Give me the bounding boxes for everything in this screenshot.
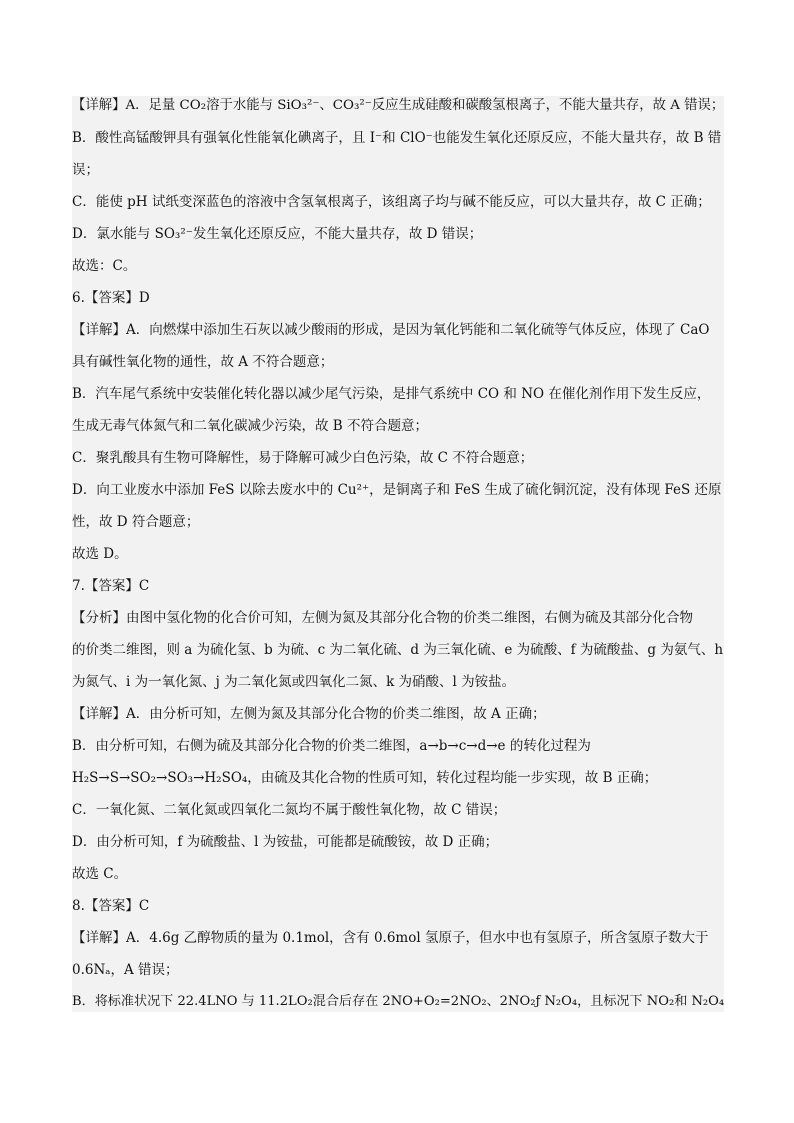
text-line: 故选：C。 [72,258,137,274]
text-line: 误； [72,162,99,178]
text-line: H₂S→S→SO₂→SO₃→H₂SO₄，由硫及其化合物的性质可知，转化过程均能一步实现，故 B 正确； [72,770,658,786]
text-line: 【详解】A．4.6g 乙醇物质的量为 0.1mol，含有 0.6mol 氢原子，但水中也有氢原子，所含氢原子数大于 [72,930,709,946]
text-line: B．酸性高锰酸钾具有强氧化性能氧化碘离子，且 I⁻和 ClO⁻也能发生氧化还原反应，不能大量共存，故 B 错 [72,130,722,146]
question-answer-heading: 7.【答案】C [72,578,150,594]
text-line: 生成无毒气体氮气和二氧化碳减少污染，故 B 不符合题意； [72,418,429,434]
text-line: 【详解】A．由分析可知，左侧为氮及其部分化合物的价类二维图，故 A 正确； [72,706,546,722]
text-line: B．由分析可知，右侧为硫及其部分化合物的价类二维图，a→b→c→d→e 的转化过程为 [72,738,591,754]
text-line: 【详解】A．向燃煤中添加生石灰以减少酸雨的形成，是因为氧化钙能和二氧化硫等气体反应，体现了 CaO [72,322,710,338]
text-line: 为氮气、i 为一氧化氮、j 为二氧化氮或四氧化二氮、k 为硝酸、l 为铵盐。 [72,674,516,690]
text-line: D．氯水能与 SO₃²⁻发生氧化还原反应，不能大量共存，故 D 错误； [72,226,483,242]
question-answer-heading: 8.【答案】C [72,898,150,914]
text-line: 故选 D。 [72,546,128,562]
text-line: B．将标准状况下 22.4LNO 与 11.2LO₂混合后存在 2NO+O₂=2NO₂、2NO₂ƒ N₂O₄，且标况下 NO₂和 N₂O₄ [72,994,725,1009]
question-answer-heading: 6.【答案】D [72,290,150,306]
text-line: 【详解】A．足量 CO₂溶于水能与 SiO₃²⁻、CO₃²⁻反应生成硅酸和碳酸氢根离子，不能大量共存，故 A 错误； [72,98,725,113]
text-line: B．汽车尾气系统中安装催化转化器以减少尾气污染，是排气系统中 CO 和 NO 在催化剂作用下发生反应， [72,386,711,402]
text-line: D．向工业废水中添加 FeS 以除去废水中的 Cu²⁺，是铜离子和 FeS 生成了硫化铜沉淀，没有体现 FeS 还原 [72,482,722,498]
text-line: 故选 C。 [72,866,128,882]
text-line: D．由分析可知，f 为硫酸盐、l 为铵盐，可能都是硫酸铵，故 D 正确； [72,834,499,850]
text-line: C．聚乳酸具有生物可降解性，易于降解可减少白色污染，故 C 不符合题意； [72,450,534,466]
text-line: 具有碱性氧化物的通性，故 A 不符合题意； [72,354,334,370]
text-line: 性，故 D 符合题意； [72,514,200,530]
text-line: 的价类二维图，则 a 为硫化氢、b 为硫、c 为二氧化硫、d 为三氧化硫、e 为硫酸、f 为硫酸盐、g 为氨气、h [72,642,724,658]
text-line: 0.6Nₐ，A 错误； [72,962,179,978]
text-line: C．能使 pH 试纸变深蓝色的溶液中含氢氧根离子，该组离子均与碱不能反应，可以大量共存，故 C 正确； [72,194,711,210]
answer-explanation-text [72,96,724,1012]
text-line: 【分析】由图中氢化物的化合价可知，左侧为氮及其部分化合物的价类二维图，右侧为硫及其部分化合物 [72,610,693,626]
text-line: C．一氧化氮、二氧化氮或四氧化二氮均不属于酸性氧化物，故 C 错误； [72,802,507,818]
